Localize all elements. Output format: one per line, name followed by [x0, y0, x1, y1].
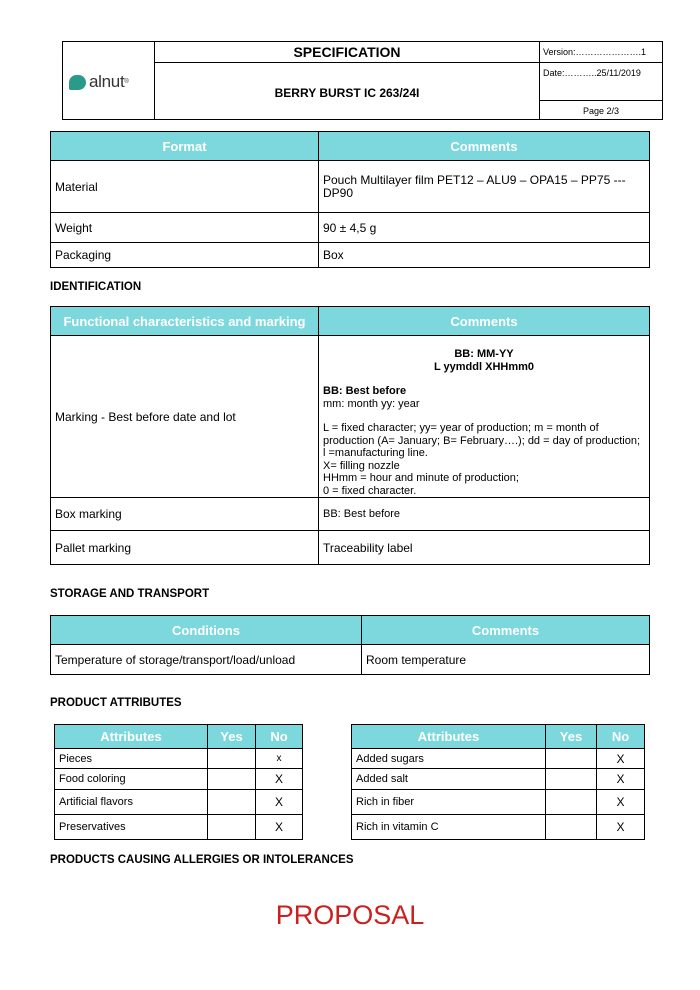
- attributes-title: PRODUCT ATTRIBUTES: [50, 697, 182, 709]
- logo-trademark: ®: [124, 79, 129, 85]
- document-header: [62, 41, 663, 120]
- version-field: Version:………………….1: [540, 42, 662, 63]
- page-number: Page 2/3: [582, 106, 620, 116]
- comments-header: Comments: [319, 307, 650, 336]
- yes-header: Yes: [208, 725, 256, 749]
- attribute-name: Rich in vitamin C: [352, 815, 546, 840]
- storage-table: [50, 615, 650, 675]
- attribute-name: Pieces: [55, 749, 208, 769]
- time-description: HHmm = hour and minute of production;: [323, 472, 519, 484]
- fixed-char-description: 0 = fixed character.: [323, 484, 417, 497]
- material-label: Material: [51, 161, 319, 213]
- storage-title: STORAGE AND TRANSPORT: [50, 588, 210, 600]
- attribute-no: X: [597, 769, 645, 790]
- attribute-no: X: [256, 815, 303, 840]
- packaging-value: Box: [319, 243, 650, 268]
- format-table: [50, 131, 650, 268]
- lot-description: L = fixed character; yy= year of production; m = month of production (A= January; B= February….); dd = day of production; l =manufacturing line.: [323, 422, 641, 459]
- product-name: BERRY BURST IC 263/24I: [155, 63, 540, 119]
- logo-cell: [63, 42, 155, 119]
- conditions-header: Conditions: [51, 616, 362, 645]
- marking-details: [319, 336, 650, 498]
- no-header: No: [256, 725, 303, 749]
- table-row: [51, 336, 650, 498]
- bb-description: mm: month yy: year: [323, 397, 420, 410]
- attributes-table-left: [54, 724, 303, 840]
- table-row: [352, 769, 645, 790]
- leaf-icon: [69, 75, 86, 90]
- packaging-label: Packaging: [51, 243, 319, 268]
- table-row: [51, 161, 650, 213]
- table-row: [51, 531, 650, 565]
- attribute-name: Preservatives: [55, 815, 208, 840]
- attribute-no: X: [256, 790, 303, 815]
- attributes-table-right: [351, 724, 645, 840]
- format-header: Format: [51, 132, 319, 161]
- attribute-no: x: [256, 749, 303, 769]
- attribute-name: Added salt: [352, 769, 546, 790]
- table-row: [51, 213, 650, 243]
- attribute-name: Food coloring: [55, 769, 208, 790]
- attribute-name: Rich in fiber: [352, 790, 546, 815]
- box-marking-label: Box marking: [51, 498, 319, 531]
- attribute-yes: [208, 790, 256, 815]
- document-title: SPECIFICATION: [155, 42, 540, 63]
- bb-title: BB: Best before: [323, 385, 407, 397]
- attributes-header: Attributes: [55, 725, 208, 749]
- table-row: [352, 749, 645, 769]
- attribute-yes: [546, 769, 597, 790]
- logo-text: alnut: [89, 72, 125, 91]
- comments-header: Comments: [319, 132, 650, 161]
- table-row: [51, 645, 650, 675]
- identification-title: IDENTIFICATION: [50, 281, 142, 293]
- table-row: [352, 790, 645, 815]
- attribute-yes: [208, 815, 256, 840]
- attribute-no: X: [597, 749, 645, 769]
- attributes-header: Attributes: [352, 725, 546, 749]
- weight-label: Weight: [51, 213, 319, 243]
- nozzle-description: X= filling nozzle: [323, 459, 400, 472]
- allergies-title: PRODUCTS CAUSING ALLERGIES OR INTOLERANCES: [50, 854, 354, 866]
- table-row: [352, 815, 645, 840]
- temperature-label: Temperature of storage/transport/load/unload: [51, 645, 362, 675]
- table-row: [55, 815, 303, 840]
- table-row: [55, 749, 303, 769]
- no-header: No: [597, 725, 645, 749]
- attribute-yes: [208, 749, 256, 769]
- alnut-logo: [69, 72, 129, 92]
- marking-label: Marking - Best before date and lot: [51, 336, 319, 498]
- temperature-value: Room temperature: [362, 645, 650, 675]
- attribute-yes: [546, 749, 597, 769]
- material-value: Pouch Multilayer film PET12 – ALU9 – OPA15 – PP75 --- DP90: [319, 161, 650, 213]
- pallet-marking-value: Traceability label: [319, 531, 650, 565]
- attribute-name: Added sugars: [352, 749, 546, 769]
- attribute-yes: [208, 769, 256, 790]
- table-row: [51, 498, 650, 531]
- pallet-marking-label: Pallet marking: [51, 531, 319, 565]
- marking-bb-format: BB: MM-YY: [454, 348, 514, 360]
- functional-header: Functional characteristics and marking: [51, 307, 319, 336]
- box-marking-value: BB: Best before: [319, 498, 650, 531]
- attribute-no: X: [597, 815, 645, 840]
- comments-header: Comments: [362, 616, 650, 645]
- table-row: [55, 769, 303, 790]
- yes-header: Yes: [546, 725, 597, 749]
- identification-table: [50, 306, 650, 565]
- weight-value: 90 ± 4,5 g: [319, 213, 650, 243]
- table-row: [55, 790, 303, 815]
- proposal-watermark: PROPOSAL: [275, 900, 425, 930]
- date-field: Date:………..25/11/2019: [540, 63, 662, 101]
- attribute-yes: [546, 790, 597, 815]
- attribute-name: Artificial flavors: [55, 790, 208, 815]
- attribute-yes: [546, 815, 597, 840]
- table-row: [51, 243, 650, 268]
- marking-lot-format: L yymddl XHHmm0: [433, 360, 535, 373]
- attribute-no: X: [256, 769, 303, 790]
- attribute-no: X: [597, 790, 645, 815]
